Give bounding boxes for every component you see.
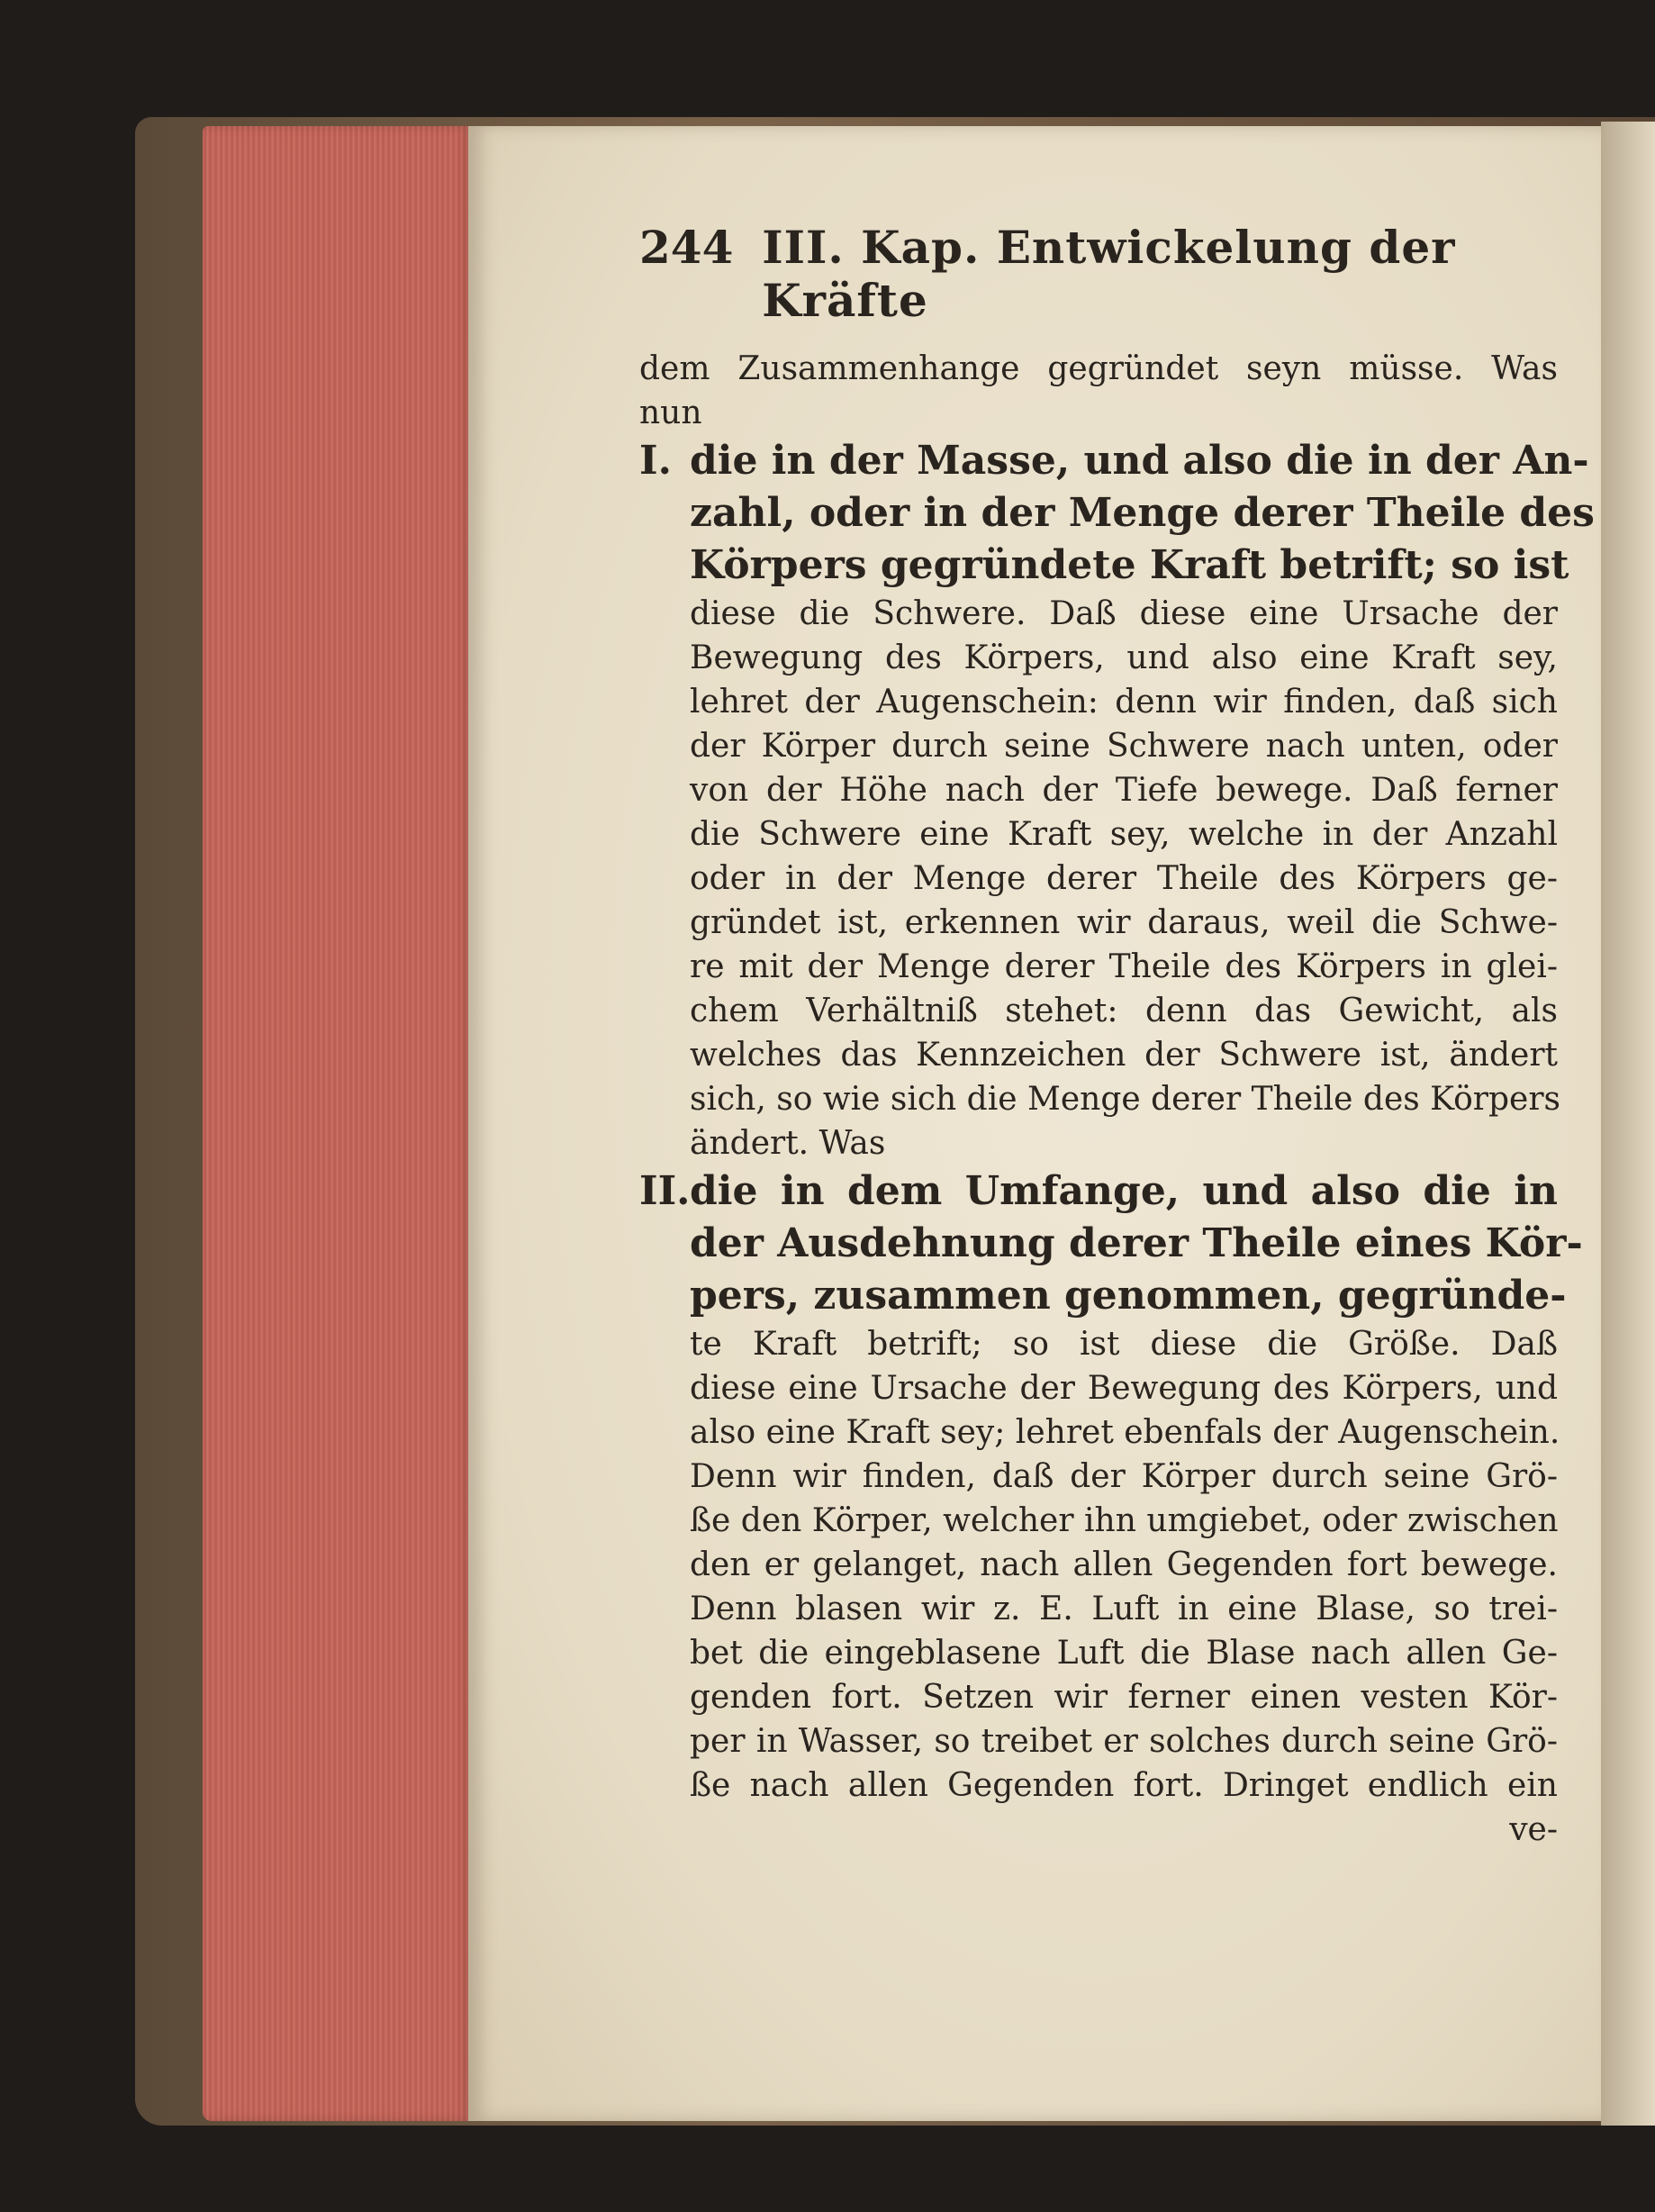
text-line: sich, so wie sich die Menge derer Theile des Körpers xyxy=(690,1081,1561,1118)
text-line: diese die Schwere. Daß diese eine Ursache der xyxy=(690,595,1558,632)
text-line: re mit der Menge derer Theile des Körpers in glei- xyxy=(690,948,1558,985)
text-line: nun xyxy=(639,394,702,431)
section-heading-text: pers, zusammen genommen, gegründe- xyxy=(690,1273,1567,1319)
text-line: ändert. Was xyxy=(690,1125,886,1162)
section-heading-1 xyxy=(639,435,1589,487)
page-edges xyxy=(203,126,473,2121)
text-line: genden fort. Setzen wir ferner einen vesten Kör- xyxy=(690,1679,1558,1716)
text-line: der Körper durch seine Schwere nach unten, oder xyxy=(690,728,1558,765)
text-line: welches das Kennzeichen der Schwere ist, ändert xyxy=(690,1037,1558,1074)
section-heading-2 xyxy=(639,1165,1558,1218)
text-line: per in Wasser, so treibet er solches durch seine Grö- xyxy=(690,1723,1558,1760)
text-line: lehret der Augenschein: denn wir finden, daß sich xyxy=(690,684,1558,721)
text-line: bet die eingeblasene Luft die Blase nach allen Ge- xyxy=(690,1635,1558,1672)
text-line: Denn wir finden, daß der Körper durch seine Grö- xyxy=(690,1458,1558,1495)
text-line: von der Höhe nach der Tiefe bewege. Daß ferner xyxy=(690,772,1558,809)
text-line: Bewegung des Körpers, und also eine Kraft sey, xyxy=(690,639,1558,676)
section-heading-text: Körpers gegründete Kraft betrift; so ist xyxy=(690,542,1569,588)
section-heading-text: die in der Masse, und also die in der An- xyxy=(690,438,1589,484)
facing-page-edge xyxy=(1601,122,1655,2126)
running-title: III. Kap. Entwickelung der Kräfte xyxy=(762,221,1456,327)
text-line: dem Zusammenhange gegründet seyn müsse. Was xyxy=(639,350,1558,387)
section-heading-text: die in dem Umfange, und also die in xyxy=(690,1168,1558,1214)
text-line: te Kraft betrift; so ist diese die Größe. Daß xyxy=(690,1326,1558,1363)
section-heading-text: zahl, oder in der Menge derer Theile des xyxy=(690,490,1595,536)
text-line: den er gelanget, nach allen Gegenden fort bewege. xyxy=(690,1546,1558,1583)
text-line: oder in der Menge derer Theile des Körpers ge- xyxy=(690,860,1558,897)
text-line: Denn blasen wir z. E. Luft in eine Blase, so trei- xyxy=(690,1591,1558,1627)
text-line: gründet ist, erkennen wir daraus, weil die Schwe- xyxy=(690,904,1558,941)
text-line: ße den Körper, welcher ihn umgiebet, oder zwischen xyxy=(690,1502,1559,1539)
text-line: also eine Kraft sey; lehret ebenfals der Augenschein. xyxy=(690,1414,1560,1451)
running-header xyxy=(639,221,1558,327)
page-text xyxy=(639,221,1595,1852)
text-line: diese eine Ursache der Bewegung des Körpers, und xyxy=(690,1370,1558,1407)
page-number: 244 xyxy=(639,221,734,274)
catchword: ve- xyxy=(1509,1811,1558,1848)
text-line: ße nach allen Gegenden fort. Dringet endlich ein xyxy=(690,1767,1558,1804)
text-line: die Schwere eine Kraft sey, welche in der Anzahl xyxy=(690,816,1558,853)
section-heading-text: der Ausdehnung derer Theile eines Kör- xyxy=(690,1220,1583,1266)
text-line: chem Verhältniß stehet: denn das Gewicht, als xyxy=(690,993,1558,1029)
section-number: II. xyxy=(639,1168,691,1214)
section-number: I. xyxy=(639,438,672,484)
